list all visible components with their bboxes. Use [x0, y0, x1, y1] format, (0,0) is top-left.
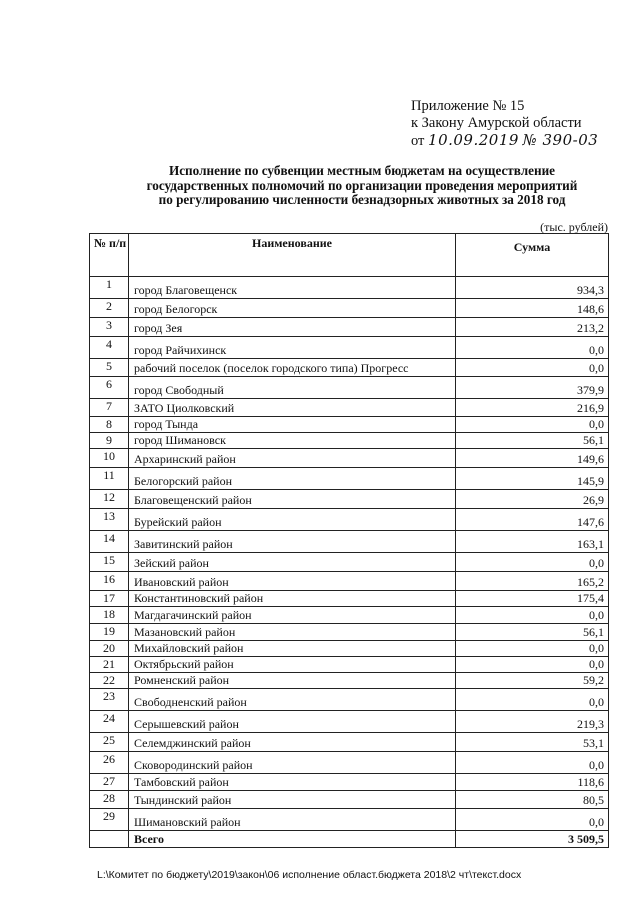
row-sum: 56,1	[456, 624, 609, 641]
row-sum: 163,1	[456, 531, 609, 553]
row-name: Тындинский район	[129, 791, 456, 809]
row-num: 14	[90, 531, 129, 553]
row-sum: 59,2	[456, 673, 609, 689]
document-title	[112, 164, 612, 208]
file-path-footer: L:\Комитет по бюджету\2019\закон\06 исполнение област.бюджета 2018\2 чт\текст.docx	[97, 869, 522, 881]
budget-table	[89, 233, 609, 848]
table-row	[90, 733, 609, 752]
row-num: 1	[90, 277, 129, 299]
table-row	[90, 689, 609, 711]
row-sum: 175,4	[456, 591, 609, 607]
table-row	[90, 531, 609, 553]
row-name: Архаринский район	[129, 449, 456, 468]
row-sum: 165,2	[456, 572, 609, 591]
table-row	[90, 673, 609, 689]
row-num: 16	[90, 572, 129, 591]
appendix-law-reference: к Закону Амурской области	[411, 115, 582, 131]
row-sum: 53,1	[456, 733, 609, 752]
row-num: 27	[90, 774, 129, 791]
row-sum: 26,9	[456, 490, 609, 509]
row-sum: 379,9	[456, 377, 609, 399]
row-num: 13	[90, 509, 129, 531]
row-sum: 219,3	[456, 711, 609, 733]
table-row	[90, 318, 609, 337]
table-row	[90, 417, 609, 433]
table-row	[90, 509, 609, 531]
row-num: 18	[90, 607, 129, 624]
table-row	[90, 752, 609, 774]
row-sum: 118,6	[456, 774, 609, 791]
row-sum: 0,0	[456, 689, 609, 711]
row-num: 20	[90, 641, 129, 657]
row-num: 10	[90, 449, 129, 468]
row-num: 4	[90, 337, 129, 359]
table-row	[90, 809, 609, 831]
row-name: Константиновский район	[129, 591, 456, 607]
row-num: 7	[90, 399, 129, 417]
row-name: Тамбовский район	[129, 774, 456, 791]
row-num: 3	[90, 318, 129, 337]
row-name: Белогорский район	[129, 468, 456, 490]
row-num: 12	[90, 490, 129, 509]
row-num: 15	[90, 553, 129, 572]
row-num: 17	[90, 591, 129, 607]
row-num: 21	[90, 657, 129, 673]
row-num: 9	[90, 433, 129, 449]
row-sum: 934,3	[456, 277, 609, 299]
table-row	[90, 337, 609, 359]
header-name: Наименование	[129, 234, 456, 277]
row-num: 5	[90, 359, 129, 377]
row-name: Благовещенский район	[129, 490, 456, 509]
row-name: город Шимановск	[129, 433, 456, 449]
row-num: 2	[90, 299, 129, 318]
row-sum: 216,9	[456, 399, 609, 417]
table-row	[90, 572, 609, 591]
row-num: 23	[90, 689, 129, 711]
row-sum: 0,0	[456, 657, 609, 673]
row-sum: 147,6	[456, 509, 609, 531]
row-sum: 0,0	[456, 809, 609, 831]
appendix-law-number: № 390-03	[522, 131, 599, 149]
row-num: 28	[90, 791, 129, 809]
row-name: Октябрьский район	[129, 657, 456, 673]
row-sum: 0,0	[456, 359, 609, 377]
table-row	[90, 490, 609, 509]
appendix-date-prefix: от	[411, 133, 425, 149]
table-row	[90, 433, 609, 449]
row-sum: 0,0	[456, 641, 609, 657]
row-name: город Свободный	[129, 377, 456, 399]
units-label: (тыс. рублей)	[540, 220, 608, 234]
header-num: № п/п	[90, 234, 129, 277]
row-num: 25	[90, 733, 129, 752]
row-num: 24	[90, 711, 129, 733]
row-name: Магдагачинский район	[129, 607, 456, 624]
row-num: 29	[90, 809, 129, 831]
table-row	[90, 591, 609, 607]
table-row	[90, 449, 609, 468]
row-name: город Райчихинск	[129, 337, 456, 359]
title-line-3: по регулированию численности безнадзорных животных за 2018 год	[158, 192, 566, 207]
total-sum: 3 509,5	[456, 831, 609, 848]
row-name: Шимановский район	[129, 809, 456, 831]
row-sum: 56,1	[456, 433, 609, 449]
row-name: рабочий поселок (поселок городского типа) Прогресс	[129, 359, 456, 377]
row-num: 22	[90, 673, 129, 689]
row-num: 11	[90, 468, 129, 490]
row-sum: 148,6	[456, 299, 609, 318]
row-sum: 0,0	[456, 553, 609, 572]
row-sum: 145,9	[456, 468, 609, 490]
table-row	[90, 553, 609, 572]
row-num: 6	[90, 377, 129, 399]
table-row	[90, 377, 609, 399]
row-name: Мазановский район	[129, 624, 456, 641]
table-header-row	[90, 234, 609, 277]
appendix-date-line	[411, 132, 598, 150]
row-name: Бурейский район	[129, 509, 456, 531]
row-name: город Тында	[129, 417, 456, 433]
table-row	[90, 657, 609, 673]
row-name: Зейский район	[129, 553, 456, 572]
row-sum: 0,0	[456, 337, 609, 359]
appendix-date: 10.09.2019	[428, 131, 519, 149]
row-name: ЗАТО Циолковский	[129, 399, 456, 417]
appendix-header	[411, 98, 598, 150]
row-sum: 149,6	[456, 449, 609, 468]
row-name: Завитинский район	[129, 531, 456, 553]
table-row	[90, 711, 609, 733]
row-name: город Зея	[129, 318, 456, 337]
table-row	[90, 399, 609, 417]
table-row	[90, 299, 609, 318]
table-total-row	[90, 831, 609, 848]
row-sum: 80,5	[456, 791, 609, 809]
row-num: 8	[90, 417, 129, 433]
table-row	[90, 624, 609, 641]
row-sum: 0,0	[456, 417, 609, 433]
header-sum: Сумма	[456, 234, 609, 277]
table-row	[90, 607, 609, 624]
appendix-number: Приложение № 15	[411, 98, 525, 114]
row-name: Серышевский район	[129, 711, 456, 733]
table-row	[90, 277, 609, 299]
table-row	[90, 468, 609, 490]
table-row	[90, 359, 609, 377]
row-sum: 213,2	[456, 318, 609, 337]
total-label: Всего	[129, 831, 456, 848]
row-name: Сковородинский район	[129, 752, 456, 774]
title-line-1: Исполнение по субвенции местным бюджетам на осуществление	[168, 163, 556, 178]
row-num: 19	[90, 624, 129, 641]
row-name: Ромненский район	[129, 673, 456, 689]
row-name: Селемджинский район	[129, 733, 456, 752]
row-sum: 0,0	[456, 607, 609, 624]
table-row	[90, 791, 609, 809]
total-num-cell	[90, 831, 129, 848]
row-name: Ивановский район	[129, 572, 456, 591]
title-line-2: государственных полномочий по организации проведения мероприятий	[146, 177, 578, 193]
row-name: Михайловский район	[129, 641, 456, 657]
row-sum: 0,0	[456, 752, 609, 774]
row-num: 26	[90, 752, 129, 774]
row-name: Свободненский район	[129, 689, 456, 711]
row-name: город Благовещенск	[129, 277, 456, 299]
table-row	[90, 774, 609, 791]
table-row	[90, 641, 609, 657]
row-name: город Белогорск	[129, 299, 456, 318]
